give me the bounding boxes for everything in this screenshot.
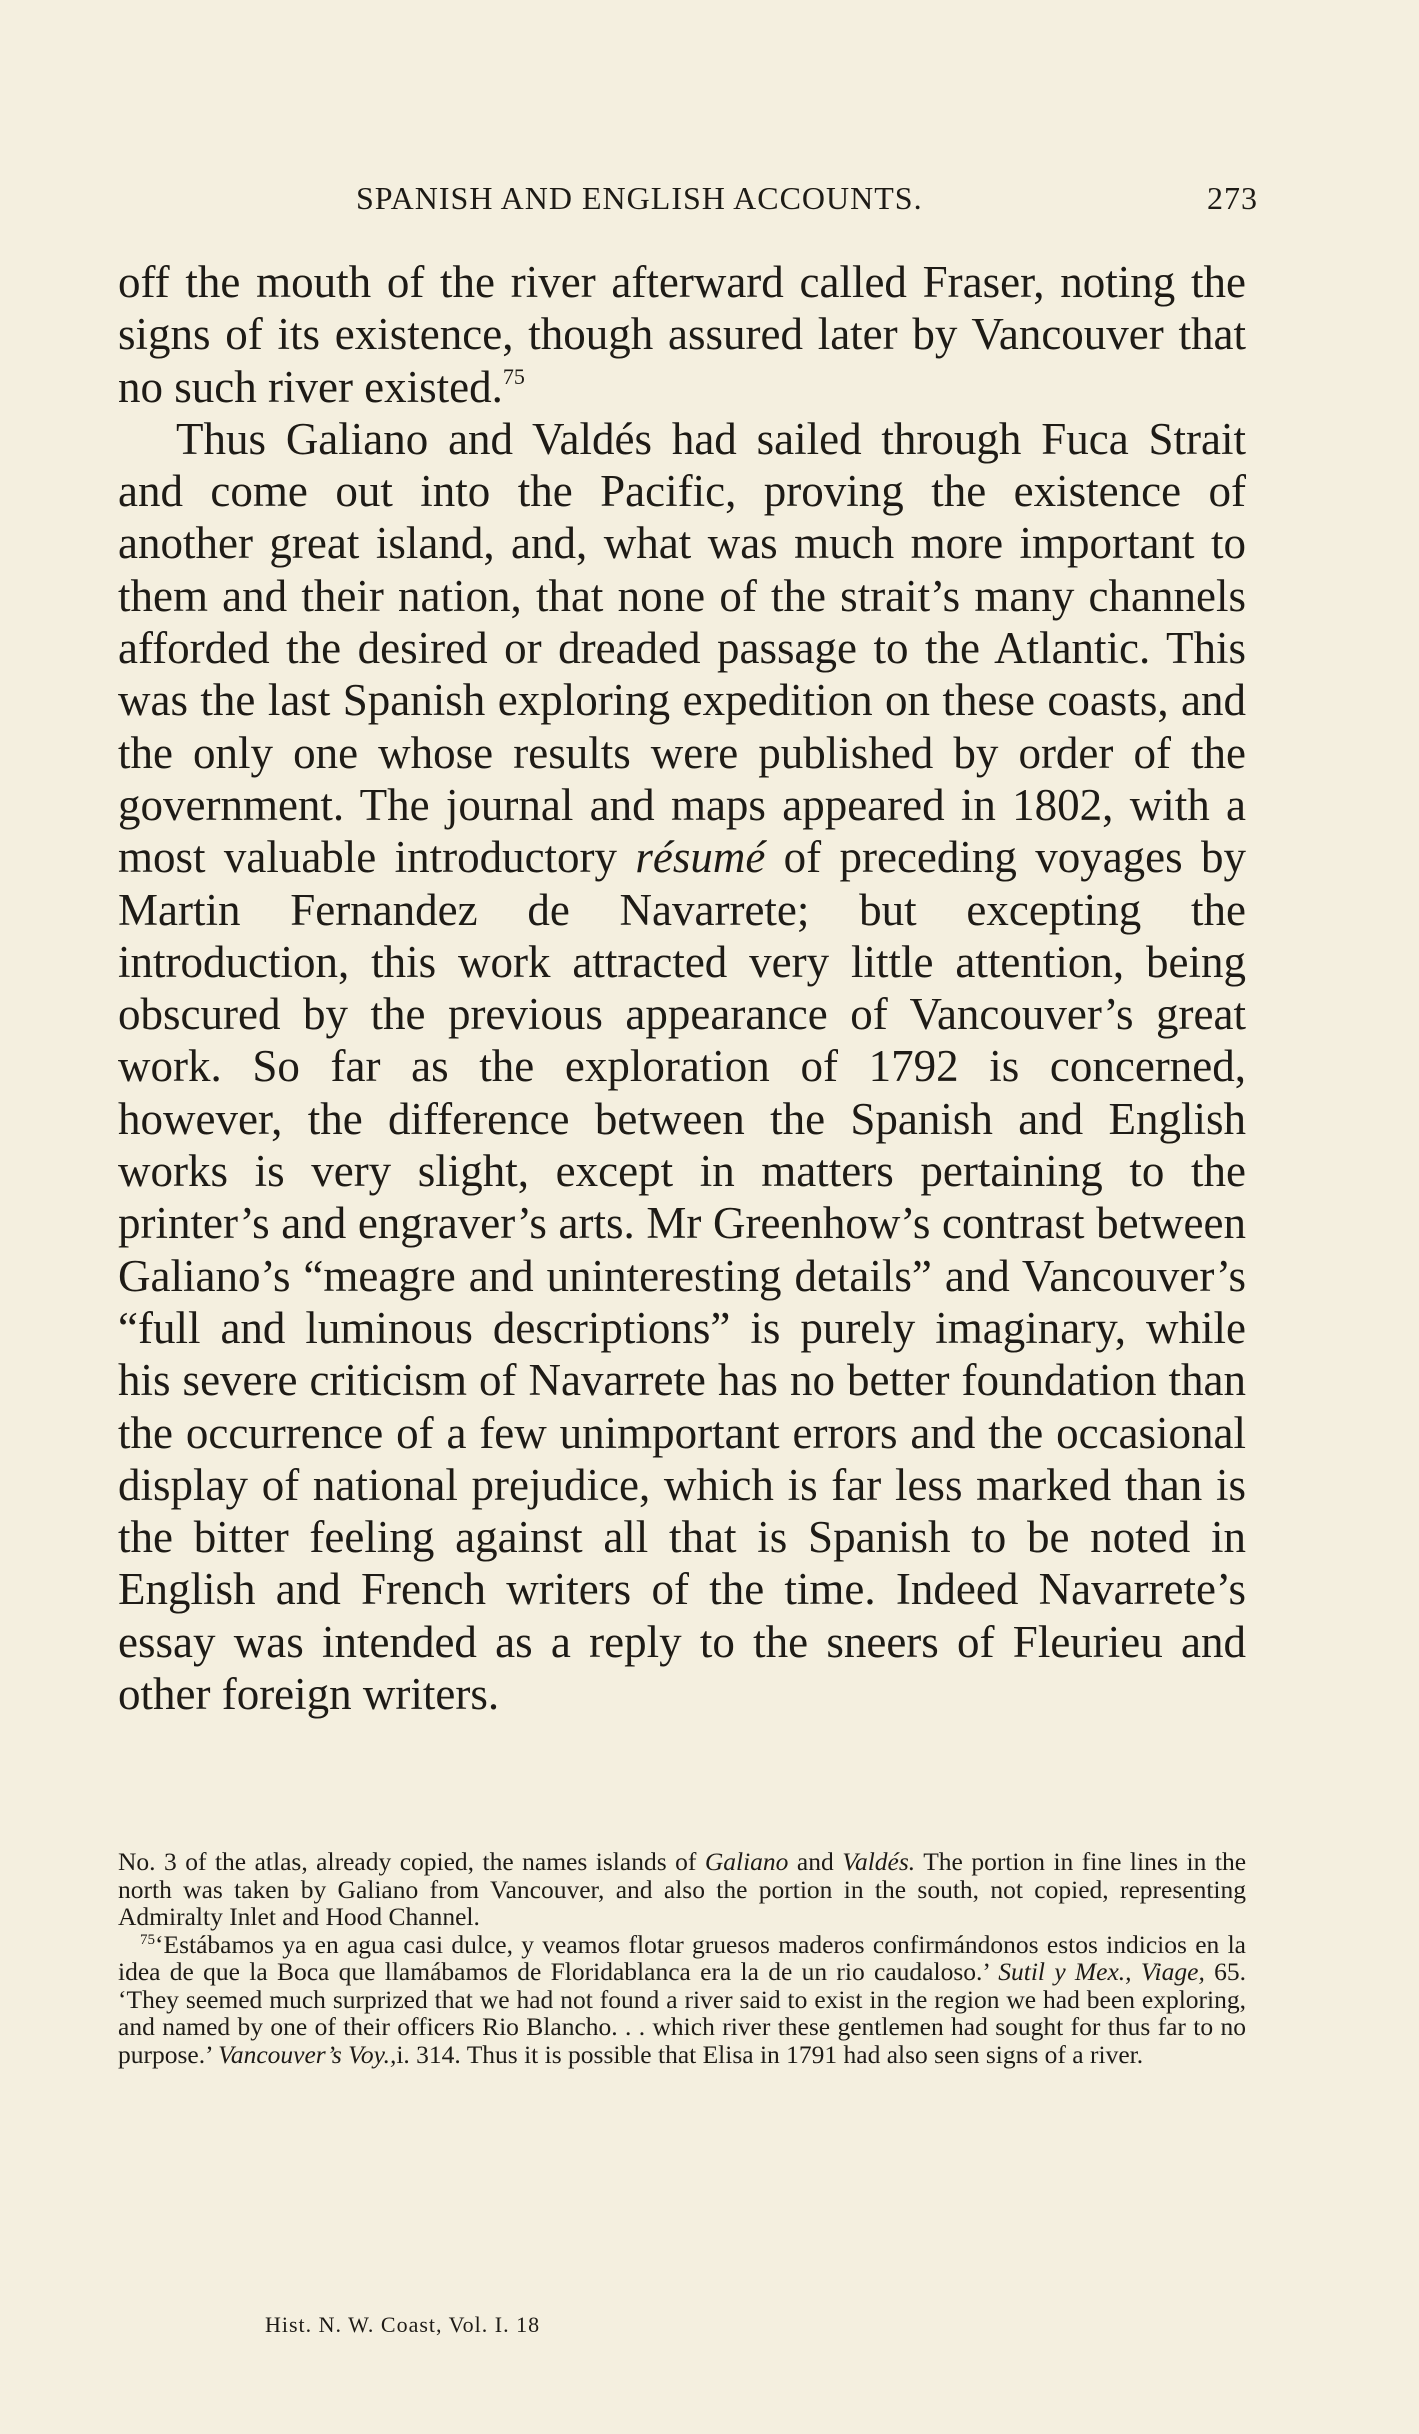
footnote-ref-75: 75 xyxy=(502,363,525,389)
footnote-75-text-c: i. 314. Thus it is possible that Elisa in 1791 had also seen signs of a river. xyxy=(396,2039,1144,2069)
main-text xyxy=(118,256,1246,1720)
paragraph-2-part-b: of preceding voyages by Martin Fernandez de Navarrete; but excepting the introduction, this work attracted very little attention, being obscured by the previous appearance of Vancouver’s great work. So far as the exploration of 1792 is concerned, however, the difference between the Spanish and English works is very slight, except in matters pertaining to the printer’s and engraver’s arts. Mr Greenhow’s contrast between Galiano’s “meagre and uninteresting details” and Vancouver’s “full and luminous descriptions” is purely imaginary, while his severe criticism of Navarrete has no better foundation than the occurrence of a few unimportant errors and the occasional display of national prejudice, which is far less marked than is the bitter feeling against all that is Spanish to be noted in English and French writers of the time. Indeed Navarrete’s essay was intended as a reply to the sneers of Fleurieu and other foreign writers. xyxy=(118,832,1246,1720)
footnote-continued xyxy=(118,1848,1246,1931)
footnote-cont-text-a: No. 3 of the atlas, already copied, the names islands of xyxy=(118,1847,697,1876)
paragraph-1-text: off the mouth of the river afterward called Fraser, noting the signs of its existence, though assured later by Vancouver that no such river existed. xyxy=(118,257,1246,412)
paragraph-2 xyxy=(118,413,1246,1720)
footnote-75-number: 75 xyxy=(140,1931,155,1948)
footnotes xyxy=(118,1848,1246,2068)
paragraph-1 xyxy=(118,256,1246,413)
page-number: 273 xyxy=(1207,180,1258,216)
footnote-cont-italic-2: Valdés. xyxy=(842,1847,916,1876)
footnote-75-text-b: 65. ‘They seemed much surprized that we had not found a river said to exist in the region we had been exploring, and named by one of their officers Rio Blancho. . . which river these gentlemen had sought for thus far to no purpose.’ xyxy=(118,1957,1246,2069)
running-head: SPANISH AND ENGLISH ACCOUNTS. xyxy=(356,180,923,216)
footnote-cont-text-c: The portion in fine lines in the north was taken by Galiano from Vancouver, and also the portion in the south, not copied, representing Admiralty Inlet and Hood Channel. xyxy=(118,1847,1247,1931)
paragraph-2-italic: résumé xyxy=(635,832,766,883)
signature-mark: Hist. N. W. Coast, Vol. I. 18 xyxy=(265,2312,541,2337)
footnote-75 xyxy=(118,1931,1246,2069)
footnote-75-italic-1: Sutil y Mex., Viage, xyxy=(998,1957,1205,1986)
footnote-cont-italic-1: Galiano xyxy=(704,1847,789,1876)
footnote-cont-text-b: and xyxy=(796,1847,834,1876)
page-header xyxy=(158,180,1268,230)
footnote-75-italic-2: Vancouver’s Voy., xyxy=(218,2039,397,2069)
footnote-75-text-a: ‘Estábamos ya en agua casi dulce, y veamos flotar gruesos maderos confirmándonos estos indicios en la idea de que la Boca que llamábamos de Floridablanca era la de un rio caudaloso.’ xyxy=(118,1929,1246,1986)
paragraph-2-part-a: Thus Galiano and Valdés had sailed through Fuca Strait and come out into the Pacific, proving the existence of another great island, and, what was much more important to them and their nation, that none of the strait’s many channels afforded the desired or dreaded passage to the Atlantic. This was the last Spanish exploring expedition on these coasts, and the only one whose results were published by order of the government. The journal and maps appeared in 1802, with a most valuable introductory xyxy=(118,413,1246,883)
